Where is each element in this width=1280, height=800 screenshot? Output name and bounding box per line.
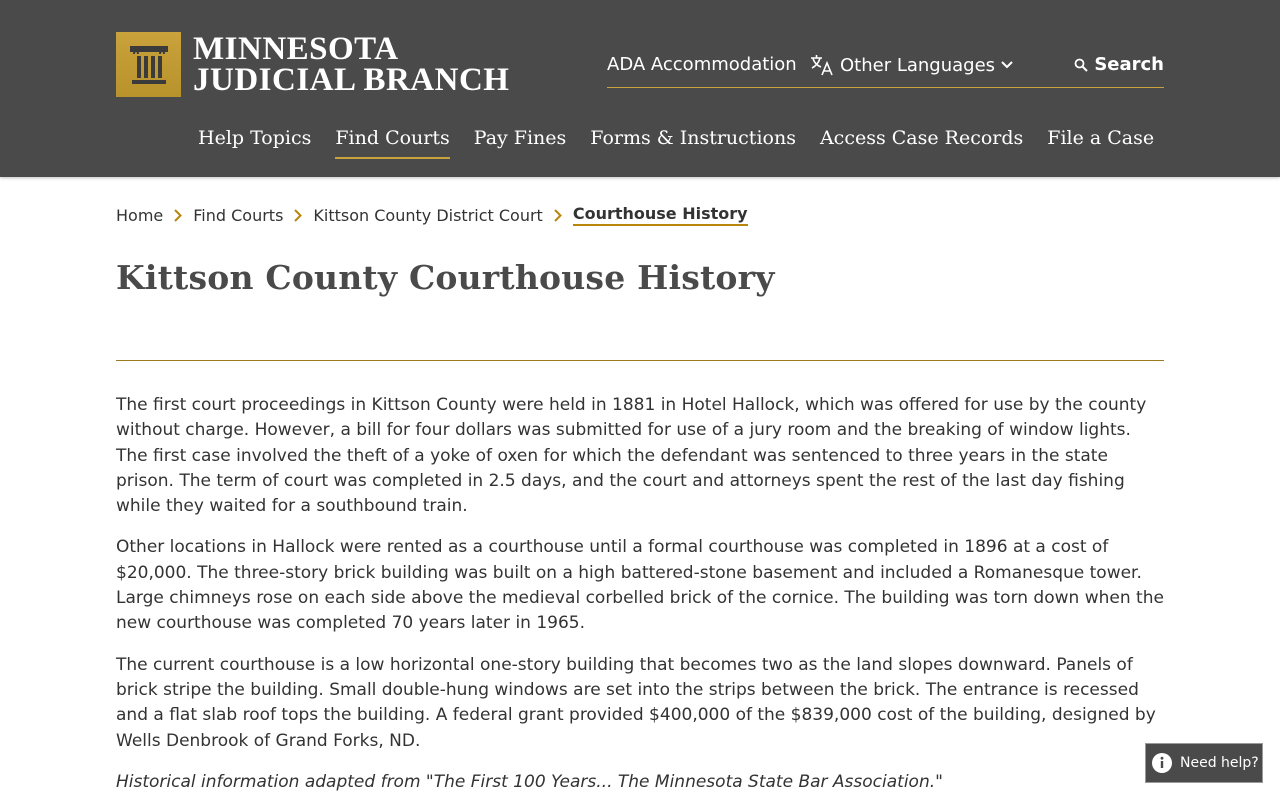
- logo-pillar-icon: [116, 32, 181, 97]
- breadcrumb-home[interactable]: Home: [116, 205, 164, 225]
- chevron-right-icon: [294, 209, 302, 222]
- chevron-right-icon: [174, 209, 182, 222]
- history-paragraph-3: The current courthouse is a low horizontal one-story building that becomes two as the land slopes downward. Panels of brick stripe the building. Small double-hung windows are set into the strips between the brick. The entrance is recessed and a flat slab roof tops the building. A federal grant provided $400,000 of the $839,000 cost of the building, designed by Wells Denbrook of Grand Forks, ND.: [116, 654, 1156, 751]
- logo-line-2: JUDICIAL BRANCH: [193, 61, 510, 98]
- chevron-down-icon: [1001, 61, 1013, 69]
- history-paragraph-1: The first court proceedings in Kittson County were held in 1881 in Hotel Hallock, which was offered for use by the county without charge. However, a bill for four dollars was submitted for use of a jury room and the breaking of window lights. The first case involved the theft of a yoke of oxen for which the defendant was sentenced to three years in the state prison. The term of court was completed in 2.5 days, and the court and attorneys spent the rest of the last day fishing while they waited for a southbound train.: [116, 395, 1147, 517]
- nav-find-courts[interactable]: Find Courts: [335, 127, 449, 159]
- nav-forms-instructions[interactable]: Forms & Instructions: [590, 127, 796, 149]
- utility-bar: [607, 48, 1164, 88]
- other-languages-dropdown[interactable]: [810, 54, 1013, 76]
- main-content: [116, 393, 1164, 800]
- need-help-label: Need help?: [1180, 755, 1259, 771]
- need-help-button[interactable]: [1145, 743, 1263, 783]
- search-label: Search: [1094, 54, 1164, 75]
- attribution-note: Historical information adapted from "The First 100 Years... The Minnesota State Bar Association.": [116, 771, 943, 792]
- main-nav: [198, 127, 1178, 159]
- breadcrumb-find-courts[interactable]: Find Courts: [193, 205, 284, 225]
- translate-icon: [810, 54, 834, 76]
- site-logo[interactable]: [116, 32, 509, 97]
- chevron-right-icon: [554, 209, 562, 222]
- breadcrumb-current: Courthouse History: [573, 204, 748, 226]
- search-icon: [1074, 58, 1088, 72]
- breadcrumb: [116, 204, 748, 226]
- page-title: Kittson County Courthouse History: [116, 258, 775, 297]
- nav-pay-fines[interactable]: Pay Fines: [473, 127, 567, 149]
- other-languages-label: Other Languages: [840, 54, 996, 76]
- title-divider: [116, 360, 1164, 361]
- search-button[interactable]: [1074, 54, 1164, 75]
- nav-help-topics[interactable]: Help Topics: [198, 127, 312, 149]
- logo-line-1: MINNESOTA: [193, 30, 399, 67]
- site-header: [0, 0, 1280, 177]
- history-paragraph-2: Other locations in Hallock were rented as a courthouse until a formal courthouse was completed in 1896 at a cost of $20,000. The three-story brick building was built on a high battered-stone basement and included a Romanesque tower. Large chimneys rose on each side above the medieval corbelled brick of the cornice. The building was torn down when the new courthouse was completed 70 years later in 1965.: [116, 537, 1164, 634]
- ada-accommodation-link[interactable]: ADA Accommodation: [607, 54, 797, 75]
- info-icon: [1152, 753, 1172, 773]
- nav-access-case-records[interactable]: Access Case Records: [819, 127, 1024, 149]
- logo-wordmark: [193, 30, 510, 98]
- nav-file-a-case[interactable]: File a Case: [1047, 127, 1155, 149]
- breadcrumb-kittson-district-court[interactable]: Kittson County District Court: [313, 205, 543, 225]
